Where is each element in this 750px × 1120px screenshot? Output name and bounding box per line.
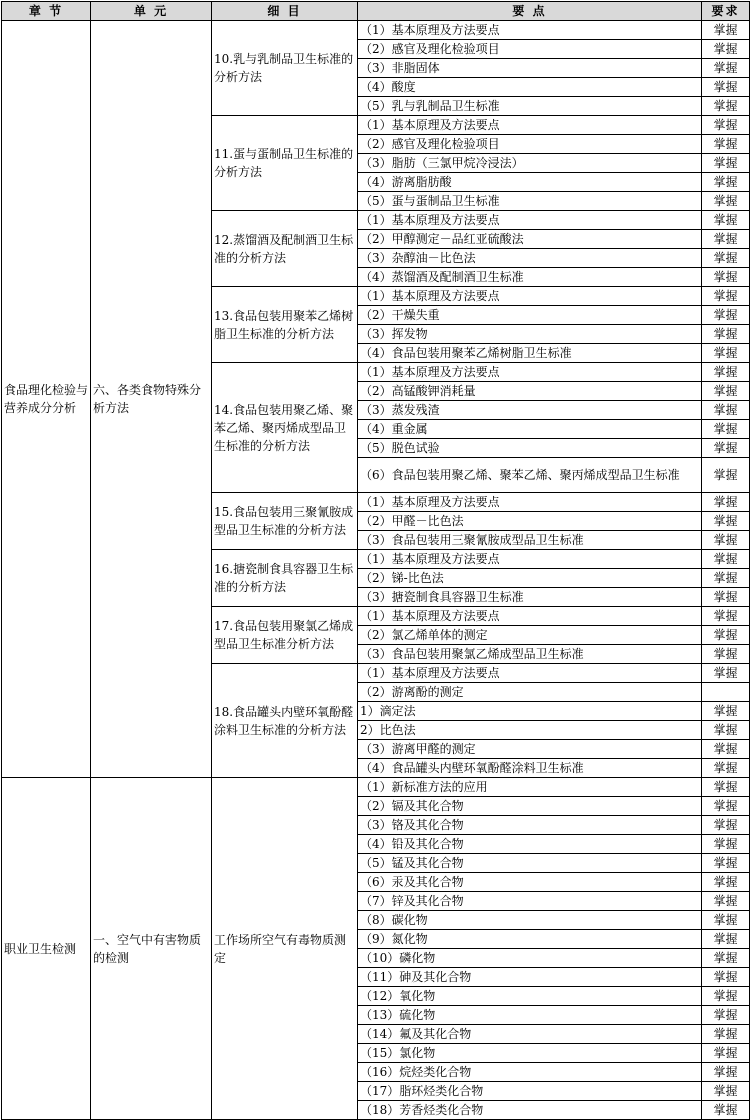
unit-cell: 一、空气中有害物质的检测 [91,778,212,1120]
point-cell: （5）锰及其化合物 [358,854,702,873]
requirement-cell: 掌握 [702,569,750,588]
table-row [2,778,750,797]
requirement-cell: 掌握 [702,759,750,778]
chapter-cell: 食品理化检验与营养成分分析 [2,21,91,778]
point-cell: （6）食品包装用聚乙烯、聚苯乙烯、聚丙烯成型品卫生标准 [358,458,702,493]
header-row [2,2,750,21]
point-cell: （2）感官及理化检验项目 [358,135,702,154]
requirement-cell: 掌握 [702,892,750,911]
requirement-cell: 掌握 [702,873,750,892]
requirement-cell: 掌握 [702,1101,750,1120]
point-cell: （2）氯乙烯单体的测定 [358,626,702,645]
header-detail: 细 目 [212,2,358,21]
point-cell: （1）基本原理及方法要点 [358,607,702,626]
requirement-cell: 掌握 [702,420,750,439]
requirement-cell: 掌握 [702,835,750,854]
requirement-cell: 掌握 [702,268,750,287]
point-cell: （15）氯化物 [358,1044,702,1063]
requirement-cell: 掌握 [702,40,750,59]
point-cell: （3）铬及其化合物 [358,816,702,835]
chapter-cell: 职业卫生检测 [2,778,91,1120]
point-cell: （12）氧化物 [358,987,702,1006]
requirement-cell: 掌握 [702,797,750,816]
point-cell: （7）锌及其化合物 [358,892,702,911]
point-cell: （13）硫化物 [358,1006,702,1025]
point-cell: （4）重金属 [358,420,702,439]
point-cell: （9）氮化物 [358,930,702,949]
point-cell: （1）基本原理及方法要点 [358,664,702,683]
point-cell: （18）芳香烃类化合物 [358,1101,702,1120]
requirement-cell: 掌握 [702,306,750,325]
requirement-cell: 掌握 [702,493,750,512]
point-cell: （4）蒸馏酒及配制酒卫生标准 [358,268,702,287]
point-cell: （1）新标准方法的应用 [358,778,702,797]
point-cell: （8）碳化物 [358,911,702,930]
requirement-cell: 掌握 [702,344,750,363]
requirement-cell: 掌握 [702,439,750,458]
requirement-cell: 掌握 [702,740,750,759]
point-cell: （1）基本原理及方法要点 [358,363,702,382]
requirement-cell: 掌握 [702,154,750,173]
point-cell: （3）蒸发残渣 [358,401,702,420]
unit-cell: 六、各类食物特殊分析方法 [91,21,212,778]
requirement-cell: 掌握 [702,778,750,797]
point-cell: （4）铅及其化合物 [358,835,702,854]
point-cell: （4）食品罐头内壁环氧酚醛涂料卫生标准 [358,759,702,778]
point-cell: （1）基本原理及方法要点 [358,116,702,135]
table-body [2,21,750,1120]
requirement-cell: 掌握 [702,816,750,835]
detail-cell: 16.搪瓷制食具容器卫生标准的分析方法 [212,550,358,607]
point-cell: （11）砷及其化合物 [358,968,702,987]
requirement-cell: 掌握 [702,968,750,987]
requirement-cell: 掌握 [702,911,750,930]
requirement-cell: 掌握 [702,930,750,949]
requirement-cell: 掌握 [702,702,750,721]
point-cell: 1）滴定法 [358,702,702,721]
requirement-cell: 掌握 [702,173,750,192]
requirement-cell: 掌握 [702,249,750,268]
requirement-cell: 掌握 [702,1006,750,1025]
requirement-cell: 掌握 [702,512,750,531]
requirement-cell [702,683,750,702]
point-cell: （4）食品包装用聚苯乙烯树脂卫生标准 [358,344,702,363]
requirement-cell: 掌握 [702,588,750,607]
point-cell: （4）游离脂肪酸 [358,173,702,192]
detail-cell: 11.蛋与蛋制品卫生标准的分析方法 [212,116,358,211]
point-cell: （5）脱色试验 [358,439,702,458]
requirement-cell: 掌握 [702,135,750,154]
requirement-cell: 掌握 [702,325,750,344]
point-cell: （4）酸度 [358,78,702,97]
point-cell: （6）汞及其化合物 [358,873,702,892]
syllabus-table [1,1,750,1120]
requirement-cell: 掌握 [702,531,750,550]
requirement-cell: 掌握 [702,382,750,401]
detail-cell: 14.食品包装用聚乙烯、聚苯乙烯、聚丙烯成型品卫生标准的分析方法 [212,363,358,493]
point-cell: （1）基本原理及方法要点 [358,21,702,40]
point-cell: （1）基本原理及方法要点 [358,287,702,306]
requirement-cell: 掌握 [702,550,750,569]
requirement-cell: 掌握 [702,97,750,116]
point-cell: （10）磷化物 [358,949,702,968]
point-cell: （2）干燥失重 [358,306,702,325]
point-cell: （2）感官及理化检验项目 [358,40,702,59]
requirement-cell: 掌握 [702,721,750,740]
requirement-cell: 掌握 [702,78,750,97]
point-cell: （1）基本原理及方法要点 [358,550,702,569]
requirement-cell: 掌握 [702,211,750,230]
header-chapter: 章 节 [2,2,91,21]
point-cell: （3）食品包装用三聚氰胺成型品卫生标准 [358,531,702,550]
detail-cell: 18.食品罐头内壁环氧酚醛涂料卫生标准的分析方法 [212,664,358,778]
requirement-cell: 掌握 [702,645,750,664]
point-cell: （5）乳与乳制品卫生标准 [358,97,702,116]
requirement-cell: 掌握 [702,401,750,420]
requirement-cell: 掌握 [702,607,750,626]
detail-cell: 工作场所空气有毒物质测定 [212,778,358,1120]
point-cell: （3）游离甲醛的测定 [358,740,702,759]
requirement-cell: 掌握 [702,854,750,873]
requirement-cell: 掌握 [702,116,750,135]
point-cell: （2）游离酚的测定 [358,683,702,702]
point-cell: （3）食品包装用聚氯乙烯成型品卫生标准 [358,645,702,664]
requirement-cell: 掌握 [702,363,750,382]
point-cell: （16）烷烃类化合物 [358,1063,702,1082]
requirement-cell: 掌握 [702,458,750,493]
requirement-cell: 掌握 [702,626,750,645]
header-requirement: 要求 [702,2,750,21]
point-cell: （2）高锰酸钾消耗量 [358,382,702,401]
point-cell: （2）甲醛－比色法 [358,512,702,531]
point-cell: （3）搪瓷制食具容器卫生标准 [358,588,702,607]
requirement-cell: 掌握 [702,987,750,1006]
requirement-cell: 掌握 [702,287,750,306]
requirement-cell: 掌握 [702,59,750,78]
point-cell: （14）氟及其化合物 [358,1025,702,1044]
requirement-cell: 掌握 [702,1044,750,1063]
detail-cell: 10.乳与乳制品卫生标准的分析方法 [212,21,358,116]
point-cell: （2）甲醇测定－品红亚硫酸法 [358,230,702,249]
requirement-cell: 掌握 [702,230,750,249]
detail-cell: 12.蒸馏酒及配制酒卫生标准的分析方法 [212,211,358,287]
detail-cell: 13.食品包装用聚苯乙烯树脂卫生标准的分析方法 [212,287,358,363]
point-cell: （2）锑-比色法 [358,569,702,588]
requirement-cell: 掌握 [702,21,750,40]
requirement-cell: 掌握 [702,192,750,211]
detail-cell: 17.食品包装用聚氯乙烯成型品卫生标准分析方法 [212,607,358,664]
requirement-cell: 掌握 [702,1025,750,1044]
header-unit: 单 元 [91,2,212,21]
requirement-cell: 掌握 [702,664,750,683]
point-cell: （2）镉及其化合物 [358,797,702,816]
point-cell: 2）比色法 [358,721,702,740]
point-cell: （3）挥发物 [358,325,702,344]
requirement-cell: 掌握 [702,1082,750,1101]
table-row [2,21,750,40]
point-cell: （5）蛋与蛋制品卫生标准 [358,192,702,211]
header-point: 要 点 [358,2,702,21]
point-cell: （3）非脂固体 [358,59,702,78]
point-cell: （1）基本原理及方法要点 [358,493,702,512]
point-cell: （3）杂醇油－比色法 [358,249,702,268]
point-cell: （1）基本原理及方法要点 [358,211,702,230]
requirement-cell: 掌握 [702,949,750,968]
detail-cell: 15.食品包装用三聚氰胺成型品卫生标准的分析方法 [212,493,358,550]
point-cell: （17）脂环烃类化合物 [358,1082,702,1101]
requirement-cell: 掌握 [702,1063,750,1082]
point-cell: （3）脂肪（三氯甲烷冷浸法） [358,154,702,173]
